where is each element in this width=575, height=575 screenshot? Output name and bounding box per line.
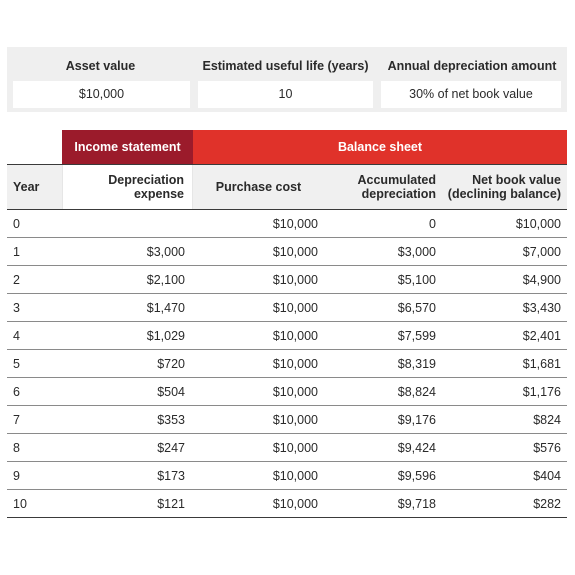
net-book-value-cell: $404 xyxy=(533,468,561,483)
table-row xyxy=(7,378,567,406)
useful-life-label: Estimated useful life (years) xyxy=(202,59,369,73)
net-book-value-header xyxy=(440,165,567,209)
year-cell: 3 xyxy=(13,300,20,315)
net-book-value-cell: $10,000 xyxy=(515,216,561,231)
table-row xyxy=(7,266,567,294)
table-row xyxy=(7,238,567,266)
annual-depreciation-field: 30% of net book value xyxy=(381,81,561,108)
table-row xyxy=(7,434,567,462)
balance-sheet-header: Balance sheet xyxy=(193,130,567,164)
depreciation-cell: $3,000 xyxy=(146,244,185,259)
accumulated-cell: $9,424 xyxy=(397,440,436,455)
purchase-cost-header: Purchase cost xyxy=(193,165,324,209)
year-cell: 7 xyxy=(13,412,20,427)
annual-depreciation-label: Annual depreciation amount xyxy=(387,59,557,73)
depreciation-cell: $504 xyxy=(157,384,185,399)
net-book-value-cell: $7,000 xyxy=(522,244,561,259)
purchase-cost-cell: $10,000 xyxy=(272,300,318,315)
accumulated-cell: $6,570 xyxy=(397,300,436,315)
depreciation-table xyxy=(7,130,567,518)
depreciation-cell: $173 xyxy=(157,468,185,483)
accumulated-cell: $8,824 xyxy=(397,384,436,399)
asset-value-label: Asset value xyxy=(65,59,136,73)
purchase-cost-cell: $10,000 xyxy=(272,468,318,483)
depreciation-expense-header xyxy=(62,165,193,209)
asset-value-field: $10,000 xyxy=(13,81,190,108)
depreciation-cell: $1,470 xyxy=(146,300,185,315)
year-cell: 1 xyxy=(13,244,20,259)
net-book-value-cell: $282 xyxy=(533,496,561,511)
depreciation-cell xyxy=(62,210,193,237)
annual-depreciation-group xyxy=(377,47,567,112)
year-cell: 0 xyxy=(13,216,20,231)
accumulated-cell: 0 xyxy=(429,216,436,231)
table-row xyxy=(7,406,567,434)
depreciation-cell: $353 xyxy=(157,412,185,427)
year-header: Year xyxy=(7,165,62,209)
accumulated-cell: $8,319 xyxy=(397,356,436,371)
net-book-value-cell: $576 xyxy=(533,440,561,455)
table-row xyxy=(7,462,567,490)
income-statement-header: Income statement xyxy=(62,130,193,164)
table-body xyxy=(7,210,567,518)
accumulated-cell: $3,000 xyxy=(397,244,436,259)
accumulated-depreciation-header xyxy=(324,165,440,209)
purchase-cost-cell: $10,000 xyxy=(272,272,318,287)
nbv-header-line2: (declining balance) xyxy=(447,187,561,201)
useful-life-field: 10 xyxy=(198,81,373,108)
depreciation-cell: $247 xyxy=(157,440,185,455)
table-row xyxy=(7,350,567,378)
accumulated-header-line1: Accumulated xyxy=(357,173,436,187)
accumulated-header-line2: depreciation xyxy=(361,187,436,201)
purchase-cost-cell: $10,000 xyxy=(272,384,318,399)
purchase-cost-cell: $10,000 xyxy=(272,216,318,231)
purchase-cost-cell: $10,000 xyxy=(272,244,318,259)
assumptions-panel xyxy=(7,47,567,112)
year-cell: 9 xyxy=(13,468,20,483)
net-book-value-cell: $3,430 xyxy=(522,300,561,315)
purchase-cost-cell: $10,000 xyxy=(272,412,318,427)
purchase-cost-cell: $10,000 xyxy=(272,328,318,343)
year-cell: 6 xyxy=(13,384,20,399)
table-row xyxy=(7,294,567,322)
depreciation-cell: $1,029 xyxy=(146,328,185,343)
group-header-row xyxy=(7,130,567,164)
net-book-value-cell: $1,176 xyxy=(522,384,561,399)
year-cell: 5 xyxy=(13,356,20,371)
purchase-cost-cell: $10,000 xyxy=(272,440,318,455)
purchase-cost-cell: $10,000 xyxy=(272,496,318,511)
purchase-cost-cell: $10,000 xyxy=(272,356,318,371)
year-cell: 8 xyxy=(13,440,20,455)
depreciation-cell: $720 xyxy=(157,356,185,371)
year-cell: 2 xyxy=(13,272,20,287)
depreciation-header-line2: expense xyxy=(133,187,184,201)
table-row xyxy=(7,210,567,238)
depreciation-cell: $121 xyxy=(157,496,185,511)
accumulated-cell: $5,100 xyxy=(397,272,436,287)
accumulated-cell: $7,599 xyxy=(397,328,436,343)
asset-value-group xyxy=(7,47,194,112)
year-cell: 4 xyxy=(13,328,20,343)
nbv-header-line1: Net book value xyxy=(472,173,561,187)
accumulated-cell: $9,718 xyxy=(397,496,436,511)
depreciation-cell: $2,100 xyxy=(146,272,185,287)
table-row xyxy=(7,490,567,518)
net-book-value-cell: $2,401 xyxy=(522,328,561,343)
accumulated-cell: $9,596 xyxy=(397,468,436,483)
net-book-value-cell: $1,681 xyxy=(522,356,561,371)
group-blank xyxy=(7,130,62,164)
useful-life-group xyxy=(194,47,377,112)
depreciation-header-line1: Depreciation xyxy=(108,173,184,187)
net-book-value-cell: $824 xyxy=(533,412,561,427)
accumulated-cell: $9,176 xyxy=(397,412,436,427)
year-cell: 10 xyxy=(13,496,27,511)
table-row xyxy=(7,322,567,350)
net-book-value-cell: $4,900 xyxy=(522,272,561,287)
column-header-row xyxy=(7,164,567,210)
